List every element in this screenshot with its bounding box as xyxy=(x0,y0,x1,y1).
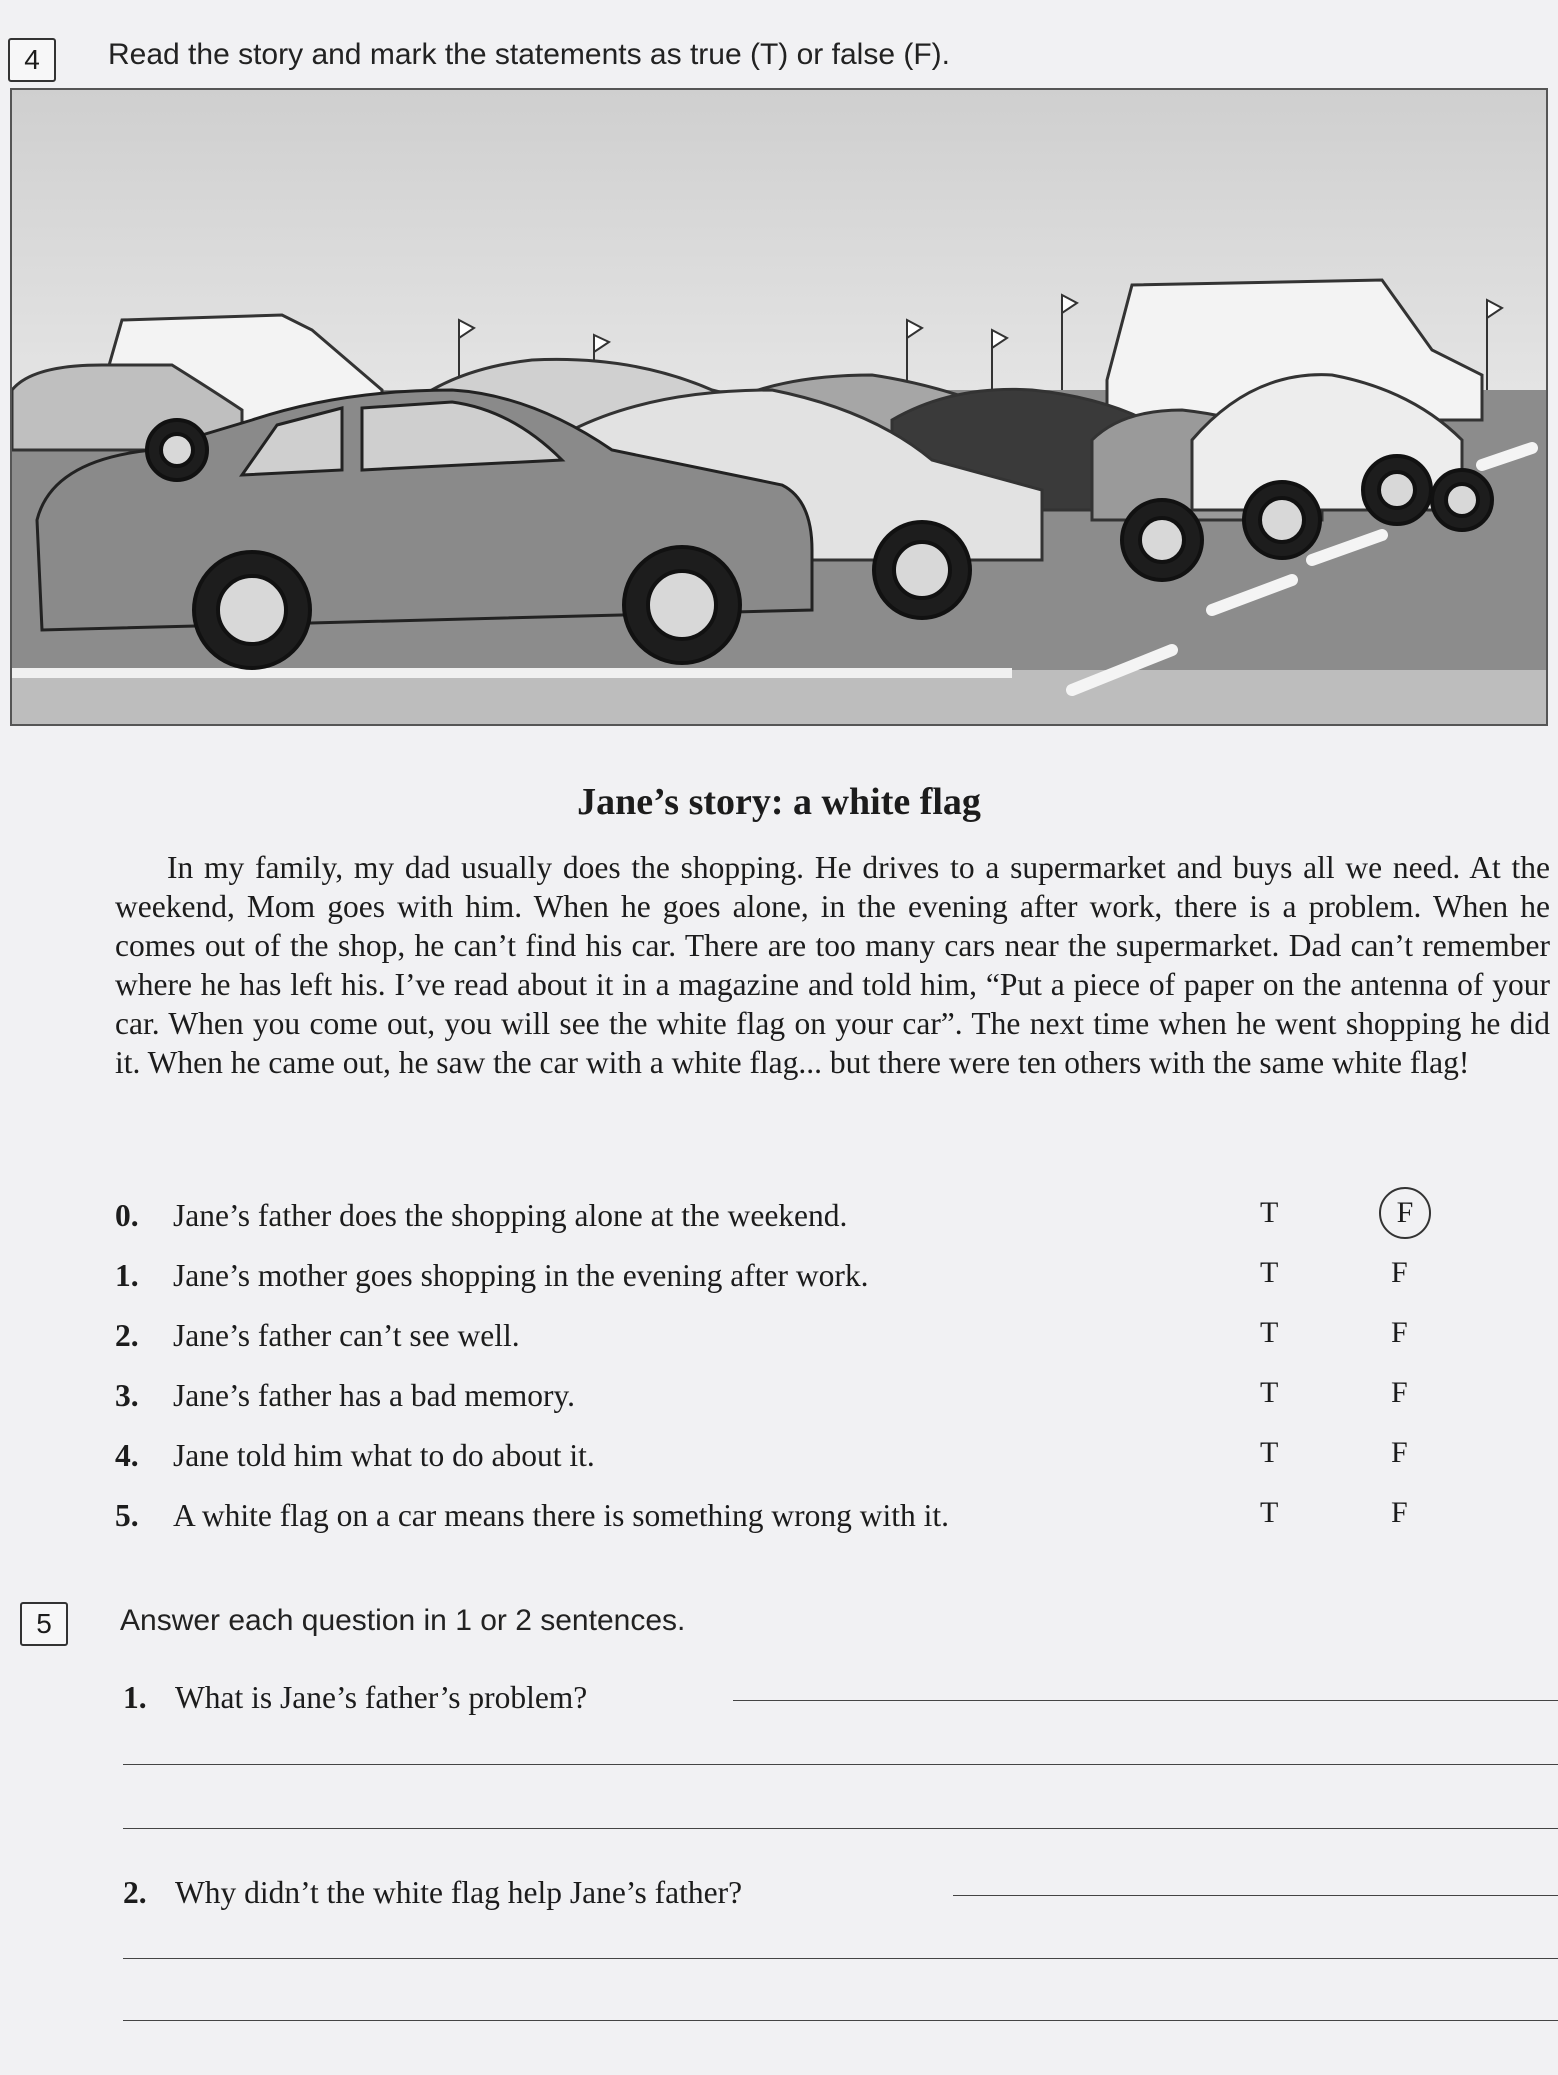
false-option-circled[interactable] xyxy=(1391,1196,1431,1239)
question-text: Why didn’t the white flag help Jane’s father? xyxy=(175,1875,743,1910)
task-number: 5 xyxy=(36,1608,52,1639)
circled-answer: F xyxy=(1379,1187,1431,1239)
task-number-badge xyxy=(8,38,56,82)
false-option[interactable]: F xyxy=(1391,1256,1408,1289)
statement-row xyxy=(115,1248,1435,1308)
statement-number: 1. xyxy=(115,1258,139,1293)
question-number: 2. xyxy=(123,1875,147,1910)
false-option[interactable]: F xyxy=(1391,1496,1408,1529)
true-option[interactable]: T xyxy=(1260,1256,1279,1289)
answer-line[interactable] xyxy=(733,1700,1558,1701)
story-title: Jane’s story: a white flag xyxy=(577,781,981,823)
true-option[interactable]: T xyxy=(1260,1436,1279,1469)
task-instruction: Answer each question in 1 or 2 sentences. xyxy=(120,1604,686,1637)
statement-text: Jane’s father can’t see well. xyxy=(173,1318,520,1353)
questions-list xyxy=(123,1865,1558,1923)
false-option[interactable]: F xyxy=(1391,1316,1408,1349)
statement-text: Jane’s father does the shopping alone at the weekend. xyxy=(173,1198,848,1233)
false-option[interactable]: F xyxy=(1391,1376,1408,1409)
statement-number: 4. xyxy=(115,1438,139,1473)
statement-number: 3. xyxy=(115,1378,139,1413)
story-text: In my family, my dad usually does the shopping. He drives to a supermarket and buys all we need. At the weekend, Mom goes with him. When he goes alone, in the evening after work, there is a problem. When he comes out of the shop, he can’t find his car. There are too many cars near the supermarket. Dad can’t remember where he has left his. I’ve read about it in a magazine and told him, “Put a piece of paper on the antenna of your car. When you come out, you will see the white flag on your car”. The next time when he went shopping he did it. When he came out, he saw the car with a white flag... but there were ten others with the same white flag! xyxy=(115,850,1550,1080)
question-text: What is Jane’s father’s problem? xyxy=(175,1680,588,1715)
answer-line[interactable] xyxy=(123,1828,1558,1829)
true-option[interactable]: T xyxy=(1260,1376,1279,1409)
task-number-badge xyxy=(20,1602,68,1646)
answer-line[interactable] xyxy=(123,2020,1558,2021)
statements-list xyxy=(115,1188,1435,1548)
statement-number: 5. xyxy=(115,1498,139,1533)
questions-list xyxy=(123,1670,1558,1728)
statement-row xyxy=(115,1428,1435,1488)
statement-row xyxy=(115,1488,1435,1548)
parking-lot-illustration xyxy=(10,88,1548,726)
statement-row xyxy=(115,1188,1435,1248)
true-option[interactable]: T xyxy=(1260,1496,1279,1529)
cars-drawing xyxy=(12,90,1546,724)
statement-number: 2. xyxy=(115,1318,139,1353)
answer-line[interactable] xyxy=(953,1895,1558,1896)
answer-line[interactable] xyxy=(123,1958,1558,1959)
statement-text: Jane’s father has a bad memory. xyxy=(173,1378,576,1413)
statement-row xyxy=(115,1368,1435,1428)
true-option[interactable]: T xyxy=(1260,1316,1279,1349)
question-row xyxy=(123,1865,1558,1923)
true-option[interactable]: T xyxy=(1260,1196,1279,1229)
task-number: 4 xyxy=(24,44,40,75)
statement-text: Jane’s mother goes shopping in the evening after work. xyxy=(173,1258,869,1293)
question-row xyxy=(123,1670,1558,1728)
statement-text: Jane told him what to do about it. xyxy=(173,1438,595,1473)
statement-row xyxy=(115,1308,1435,1368)
answer-line[interactable] xyxy=(123,1764,1558,1765)
task-instruction: Read the story and mark the statements as true (T) or false (F). xyxy=(108,38,950,71)
false-option[interactable]: F xyxy=(1391,1436,1408,1469)
statement-text: A white flag on a car means there is something wrong with it. xyxy=(173,1498,949,1533)
statement-number: 0. xyxy=(115,1198,139,1233)
question-number: 1. xyxy=(123,1680,147,1715)
